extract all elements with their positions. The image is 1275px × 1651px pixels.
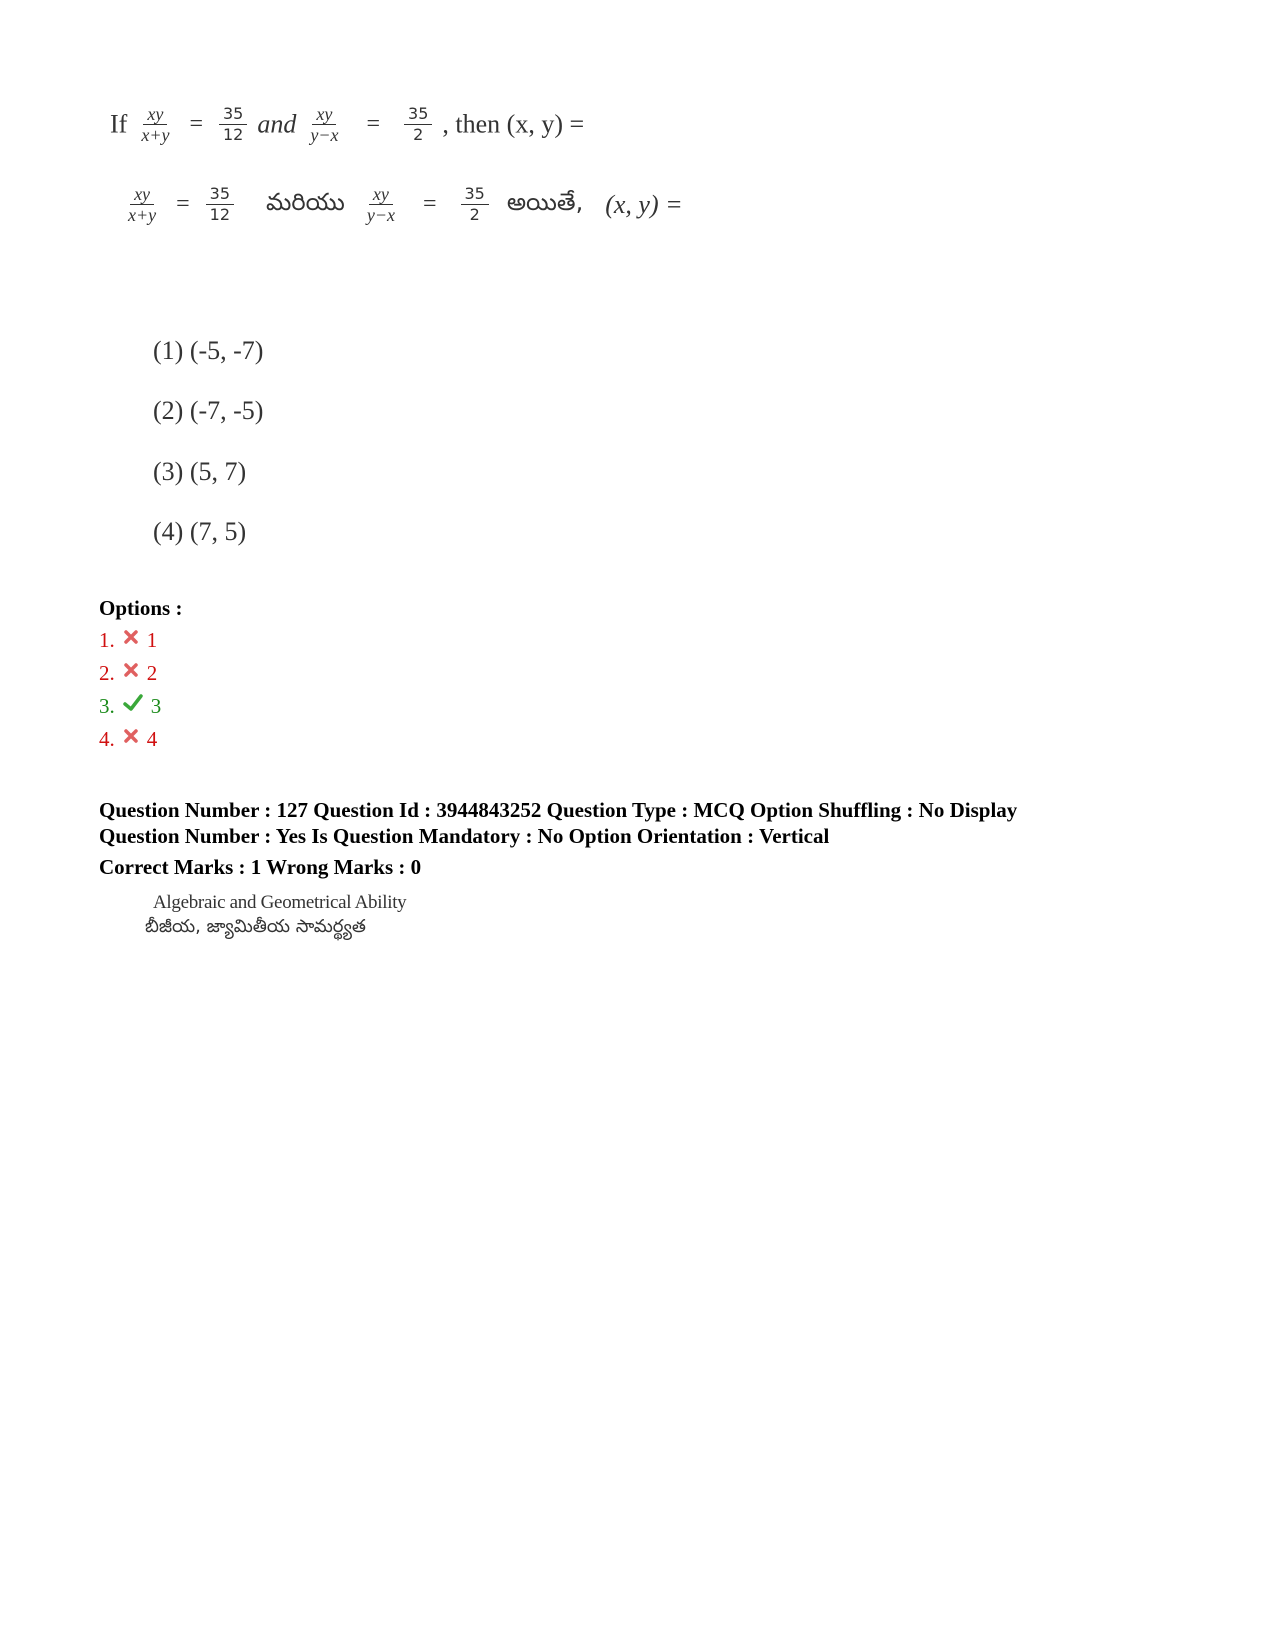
options-title: Options : xyxy=(99,596,183,620)
question-suffix: , then (x, y) = xyxy=(442,109,585,139)
choice-1: (1) (-5, -7) xyxy=(153,336,264,365)
cross-icon xyxy=(123,629,139,645)
question-english: If $\frac{xy}{x+y}$ = $\frac{35}{12}$ and $\frac{xy}{y-x}$ = $\frac{35}{2}$ , then (x, y) = xyxy=(110,104,585,145)
option-item-3: 3. 3 xyxy=(99,694,162,718)
fraction-35-2-te: $\frac{35}{2}$ xyxy=(461,184,489,225)
question-prefix: If xyxy=(110,109,128,139)
cross-icon xyxy=(123,728,139,744)
choice-4: (4) (7, 5) xyxy=(153,517,247,546)
question-connector: and xyxy=(257,109,297,139)
section-label-english: Algebraic and Geometrical Ability xyxy=(153,892,407,913)
section-label-telugu: బీజీయ, జ్యామితీయ సామర్థ్యత xyxy=(145,916,366,937)
fraction-xy-over-sum: $\frac{xy}{x+y}$ xyxy=(141,104,170,145)
question-meta-line-1: Question Number : 127 Question Id : 3944843252 Question Type : MCQ Option Shuffling : No Display xyxy=(99,798,1018,822)
fraction-35-12: $\frac{35}{12}$ xyxy=(219,104,247,145)
option-item-1: 1. 1 xyxy=(99,628,158,652)
cross-icon xyxy=(123,662,139,678)
marks-line: Correct Marks : 1 Wrong Marks : 0 xyxy=(99,855,422,879)
question-telugu: $\frac{xy}{x+y}$ = $\frac{35}{12}$ మరియు $\frac{xy}{y-x}$ = $\frac{35}{2}$ అయితే, (x, y) = xyxy=(118,184,683,225)
question-suffix-te: (x, y) = xyxy=(605,189,683,219)
fraction-xy-over-diff-te: $\frac{xy}{y-x}$ xyxy=(366,184,395,225)
fraction-xy-over-diff: $\frac{xy}{y-x}$ xyxy=(310,104,339,145)
option-item-4: 4. 4 xyxy=(99,727,158,751)
fraction-35-2: $\frac{35}{2}$ xyxy=(404,104,432,145)
question-connector-te: మరియు xyxy=(266,187,345,216)
choice-2: (2) (-7, -5) xyxy=(153,396,264,425)
check-icon xyxy=(123,694,143,712)
question-then-te: అయితే, xyxy=(506,187,584,216)
fraction-xy-over-sum-te: $\frac{xy}{x+y}$ xyxy=(128,184,157,225)
option-item-2: 2. 2 xyxy=(99,661,158,685)
section-label xyxy=(145,891,406,939)
fraction-35-12-te: $\frac{35}{12}$ xyxy=(206,184,234,225)
question-meta-line-2: Question Number : Yes Is Question Mandatory : No Option Orientation : Vertical xyxy=(99,824,830,848)
choice-3: (3) (5, 7) xyxy=(153,457,247,486)
